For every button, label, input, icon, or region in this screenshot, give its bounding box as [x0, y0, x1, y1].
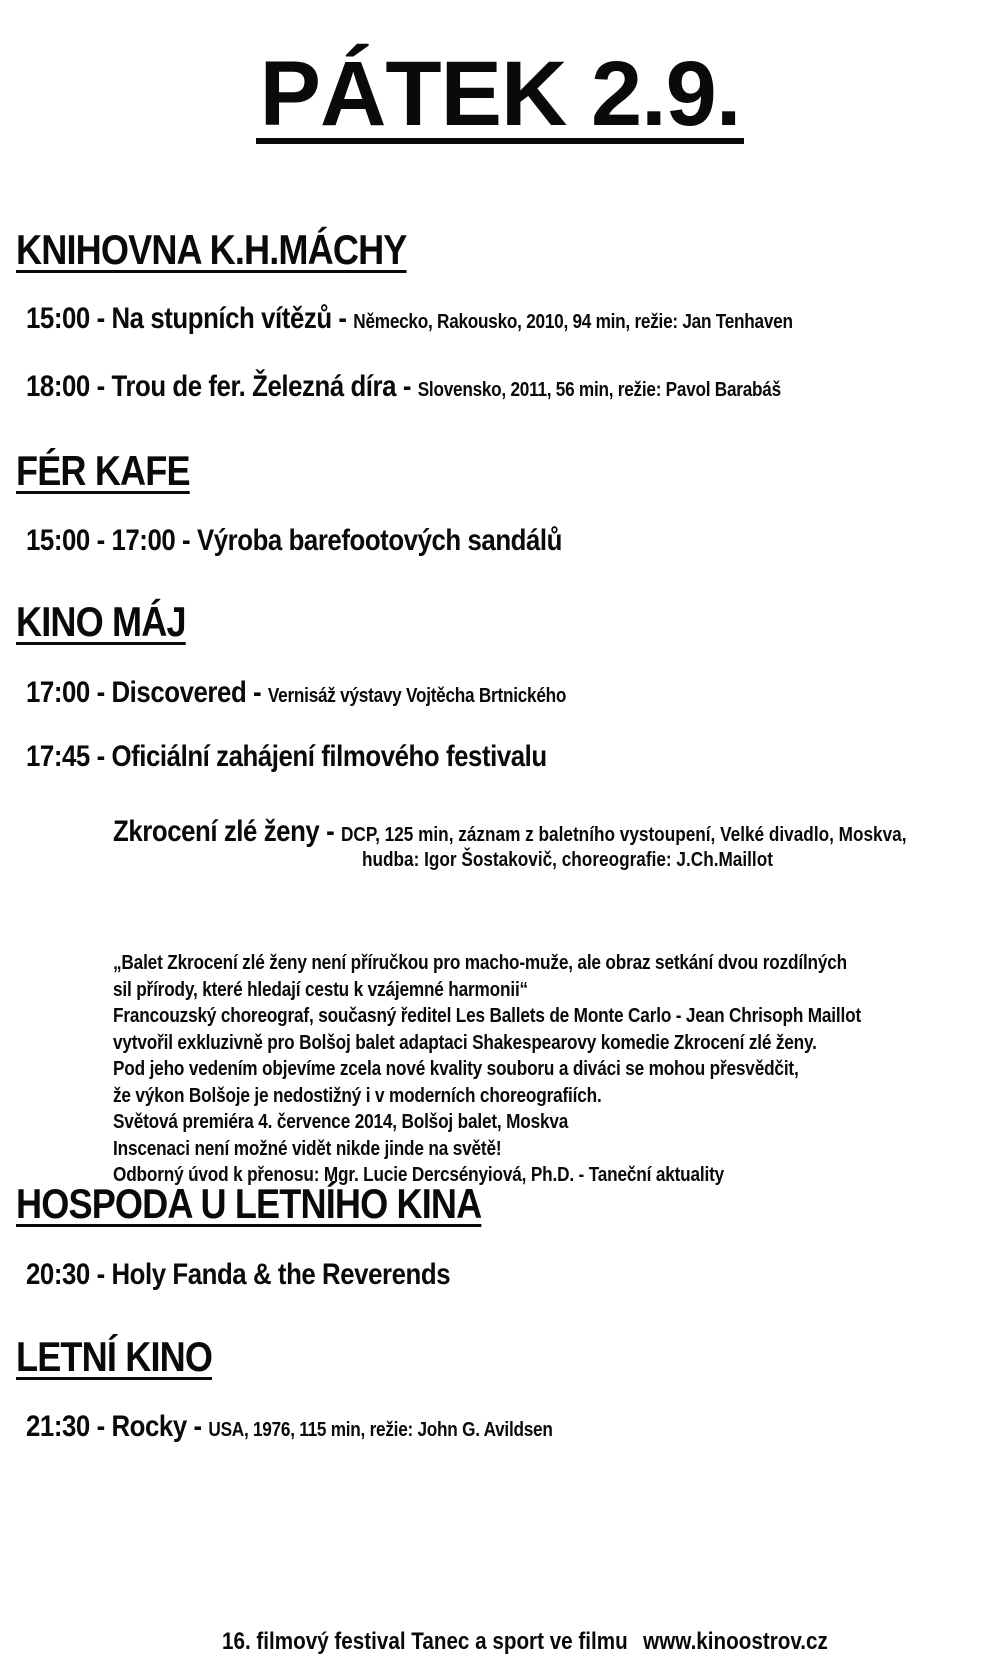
description-line: Pod jeho vedením objevíme zcela nové kvality souboru a diváci se mohou přesvědčit,: [113, 1058, 799, 1080]
description-line: vytvořil exkluzivně pro Bolšoj balet adaptaci Shakespearovy komedie Zkrocení zlé ženy.: [113, 1031, 817, 1054]
event-item: 18:00 - Trou de fer. Železná díra - Slovensko, 2011, 56 min, režie: Pavol Barabáš: [26, 370, 781, 403]
sub-event-description: [113, 950, 861, 1189]
description-line: „Balet Zkrocení zlé ženy není příručkou pro macho-muže, ale obraz setkání dvou rozdílných: [113, 952, 848, 974]
description-line: Inscenaci není možné vidět nikde jinde na světě!: [113, 1137, 502, 1160]
event-item: 21:30 - Rocky - USA, 1976, 115 min, režie: John G. Avildsen: [26, 1410, 553, 1443]
description-line: sil přírody, které hledají cestu k vzájemné harmonii“: [113, 978, 528, 1001]
venue-kino-maj: KINO MÁJ: [16, 598, 186, 645]
venue-fer-kafe: FÉR KAFE: [16, 447, 190, 494]
footer: [222, 1628, 828, 1656]
venue-knihovna: KNIHOVNA K.H.MÁCHY: [16, 226, 407, 273]
footer-festival: 16. filmový festival Tanec a sport ve filmu: [222, 1628, 628, 1655]
sub-event-detail: hudba: Igor Šostakovič, choreografie: J.Ch.Maillot: [362, 849, 773, 871]
sub-event: Zkrocení zlé ženy - DCP, 125 min, záznam z baletního vystoupení, Velké divadlo, Moskva,: [113, 815, 907, 848]
event-item: 15:00 - Na stupních vítězů - Německo, Rakousko, 2010, 94 min, režie: Jan Tenhaven: [26, 302, 793, 335]
footer-website: www.kinoostrov.cz: [643, 1628, 828, 1655]
event-item: 17:45 - Oficiální zahájení filmového festivalu: [26, 740, 547, 773]
description-line: Odborný úvod k přenosu: Mgr. Lucie Dercsényiová, Ph.D. - Taneční aktuality: [113, 1164, 725, 1186]
venue-hospoda: HOSPODA U LETNÍHO KINA: [16, 1180, 482, 1227]
page-title: PÁTEK 2.9.: [0, 48, 1000, 144]
event-item: 17:00 - Discovered - Vernisáž výstavy Vojtěcha Brtnického: [26, 676, 567, 709]
description-line: Francouzský choreograf, současný ředitel Les Ballets de Monte Carlo - Jean Chrisoph Maillot: [113, 1005, 862, 1027]
description-line: že výkon Bolšoje je nedostižný i v moderních choreografiích.: [113, 1084, 602, 1107]
venue-letni-kino: LETNÍ KINO: [16, 1333, 213, 1380]
event-item: 20:30 - Holy Fanda & the Reverends: [26, 1258, 451, 1291]
event-item: 15:00 - 17:00 - Výroba barefootových sandálů: [26, 524, 562, 557]
description-line: Světová premiéra 4. července 2014, Bolšoj balet, Moskva: [113, 1111, 569, 1133]
